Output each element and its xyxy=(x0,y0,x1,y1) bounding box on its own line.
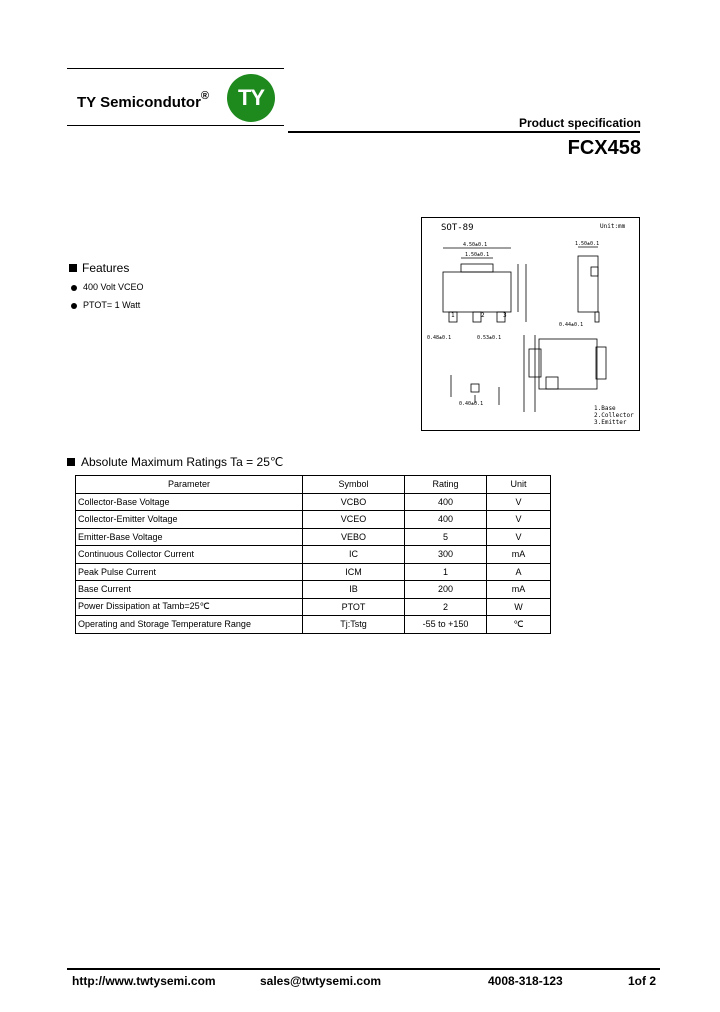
cell-parameter: Power Dissipation at Tamb=25℃ xyxy=(76,598,303,616)
cell-parameter: Emitter-Base Voltage xyxy=(76,528,303,546)
cell-unit: V xyxy=(487,493,551,511)
ratings-bullet-icon xyxy=(67,458,75,466)
part-number: FCX458 xyxy=(567,137,641,159)
header-unit: Unit xyxy=(487,476,551,494)
features-heading: Features xyxy=(82,261,130,275)
footer-rule xyxy=(67,968,660,970)
footer-phone: 4008-318-123 xyxy=(488,974,563,988)
logo-top-rule xyxy=(67,68,284,69)
ratings-table xyxy=(75,475,551,634)
footer-email-link[interactable]: sales@twtysemi.com xyxy=(260,974,382,988)
table-row xyxy=(76,546,551,564)
pin-legend-collector: 2.Collector xyxy=(594,412,634,419)
cell-unit: mA xyxy=(487,546,551,564)
pin-legend-base: 1.Base xyxy=(594,405,616,412)
package-outline-drawing xyxy=(421,217,640,431)
cell-parameter: Collector-Base Voltage xyxy=(76,493,303,511)
feature-item: PTOT= 1 Watt xyxy=(83,300,141,310)
svg-text:4.50±0.1: 4.50±0.1 xyxy=(463,242,488,248)
svg-text:0.48±0.1: 0.48±0.1 xyxy=(427,335,452,341)
cell-rating: 2 xyxy=(405,598,487,616)
cell-parameter: Peak Pulse Current xyxy=(76,563,303,581)
cell-rating: 5 xyxy=(405,528,487,546)
cell-parameter: Operating and Storage Temperature Range xyxy=(76,616,303,634)
pin-number-2: 2 xyxy=(481,312,485,319)
header-rule xyxy=(288,131,640,133)
cell-parameter: Continuous Collector Current xyxy=(76,546,303,564)
company-name: TY Semicondutor® xyxy=(77,90,210,111)
logo-bottom-rule xyxy=(67,125,284,126)
package-name: SOT-89 xyxy=(441,223,474,233)
ratings-heading: Absolute Maximum Ratings Ta = 25℃ xyxy=(81,455,284,469)
cell-unit: mA xyxy=(487,581,551,599)
cell-parameter: Base Current xyxy=(76,581,303,599)
table-row xyxy=(76,598,551,616)
pin-number-1: 1 xyxy=(451,312,455,319)
table-row xyxy=(76,511,551,529)
bullet-dot-icon xyxy=(71,285,77,291)
page-number: 1of 2 xyxy=(628,974,657,988)
table-row xyxy=(76,563,551,581)
header-parameter: Parameter xyxy=(76,476,303,494)
cell-rating: 400 xyxy=(405,511,487,529)
cell-symbol: Tj:Tstg xyxy=(303,616,405,634)
cell-unit: W xyxy=(487,598,551,616)
cell-unit: ℃ xyxy=(487,616,551,634)
cell-symbol: VCBO xyxy=(303,493,405,511)
cell-unit: V xyxy=(487,511,551,529)
cell-rating: 1 xyxy=(405,563,487,581)
package-unit: Unit:mm xyxy=(600,223,626,230)
pin-number-3: 3 xyxy=(503,312,507,319)
pin-legend-emitter: 3.Emitter xyxy=(594,419,627,426)
features-bullet-icon xyxy=(69,264,77,272)
table-row xyxy=(76,493,551,511)
registered-mark: ® xyxy=(200,90,210,102)
cell-symbol: IC xyxy=(303,546,405,564)
svg-text:1.50±0.1: 1.50±0.1 xyxy=(575,241,600,247)
cell-symbol: PTOT xyxy=(303,598,405,616)
cell-rating: 200 xyxy=(405,581,487,599)
feature-item: 400 Volt VCEO xyxy=(83,282,144,292)
table-header-row xyxy=(76,476,551,494)
cell-unit: V xyxy=(487,528,551,546)
svg-text:1.50±0.1: 1.50±0.1 xyxy=(465,252,490,258)
header-rating: Rating xyxy=(405,476,487,494)
svg-text:0.53±0.1: 0.53±0.1 xyxy=(477,335,502,341)
svg-text:0.44±0.1: 0.44±0.1 xyxy=(559,322,584,328)
table-row xyxy=(76,528,551,546)
table-row xyxy=(76,616,551,634)
cell-symbol: VCEO xyxy=(303,511,405,529)
spec-label: Product specification xyxy=(518,116,641,130)
cell-rating: 300 xyxy=(405,546,487,564)
svg-text:0.40±0.1: 0.40±0.1 xyxy=(459,401,484,407)
bullet-dot-icon xyxy=(71,303,77,309)
footer-website-link[interactable]: http://www.twtysemi.com xyxy=(72,974,216,988)
cell-symbol: ICM xyxy=(303,563,405,581)
cell-symbol: IB xyxy=(303,581,405,599)
cell-rating: -55 to +150 xyxy=(405,616,487,634)
cell-parameter: Collector-Emitter Voltage xyxy=(76,511,303,529)
table-row xyxy=(76,581,551,599)
cell-unit: A xyxy=(487,563,551,581)
header-symbol: Symbol xyxy=(303,476,405,494)
company-logo: TY xyxy=(227,74,275,122)
cell-rating: 400 xyxy=(405,493,487,511)
cell-symbol: VEBO xyxy=(303,528,405,546)
